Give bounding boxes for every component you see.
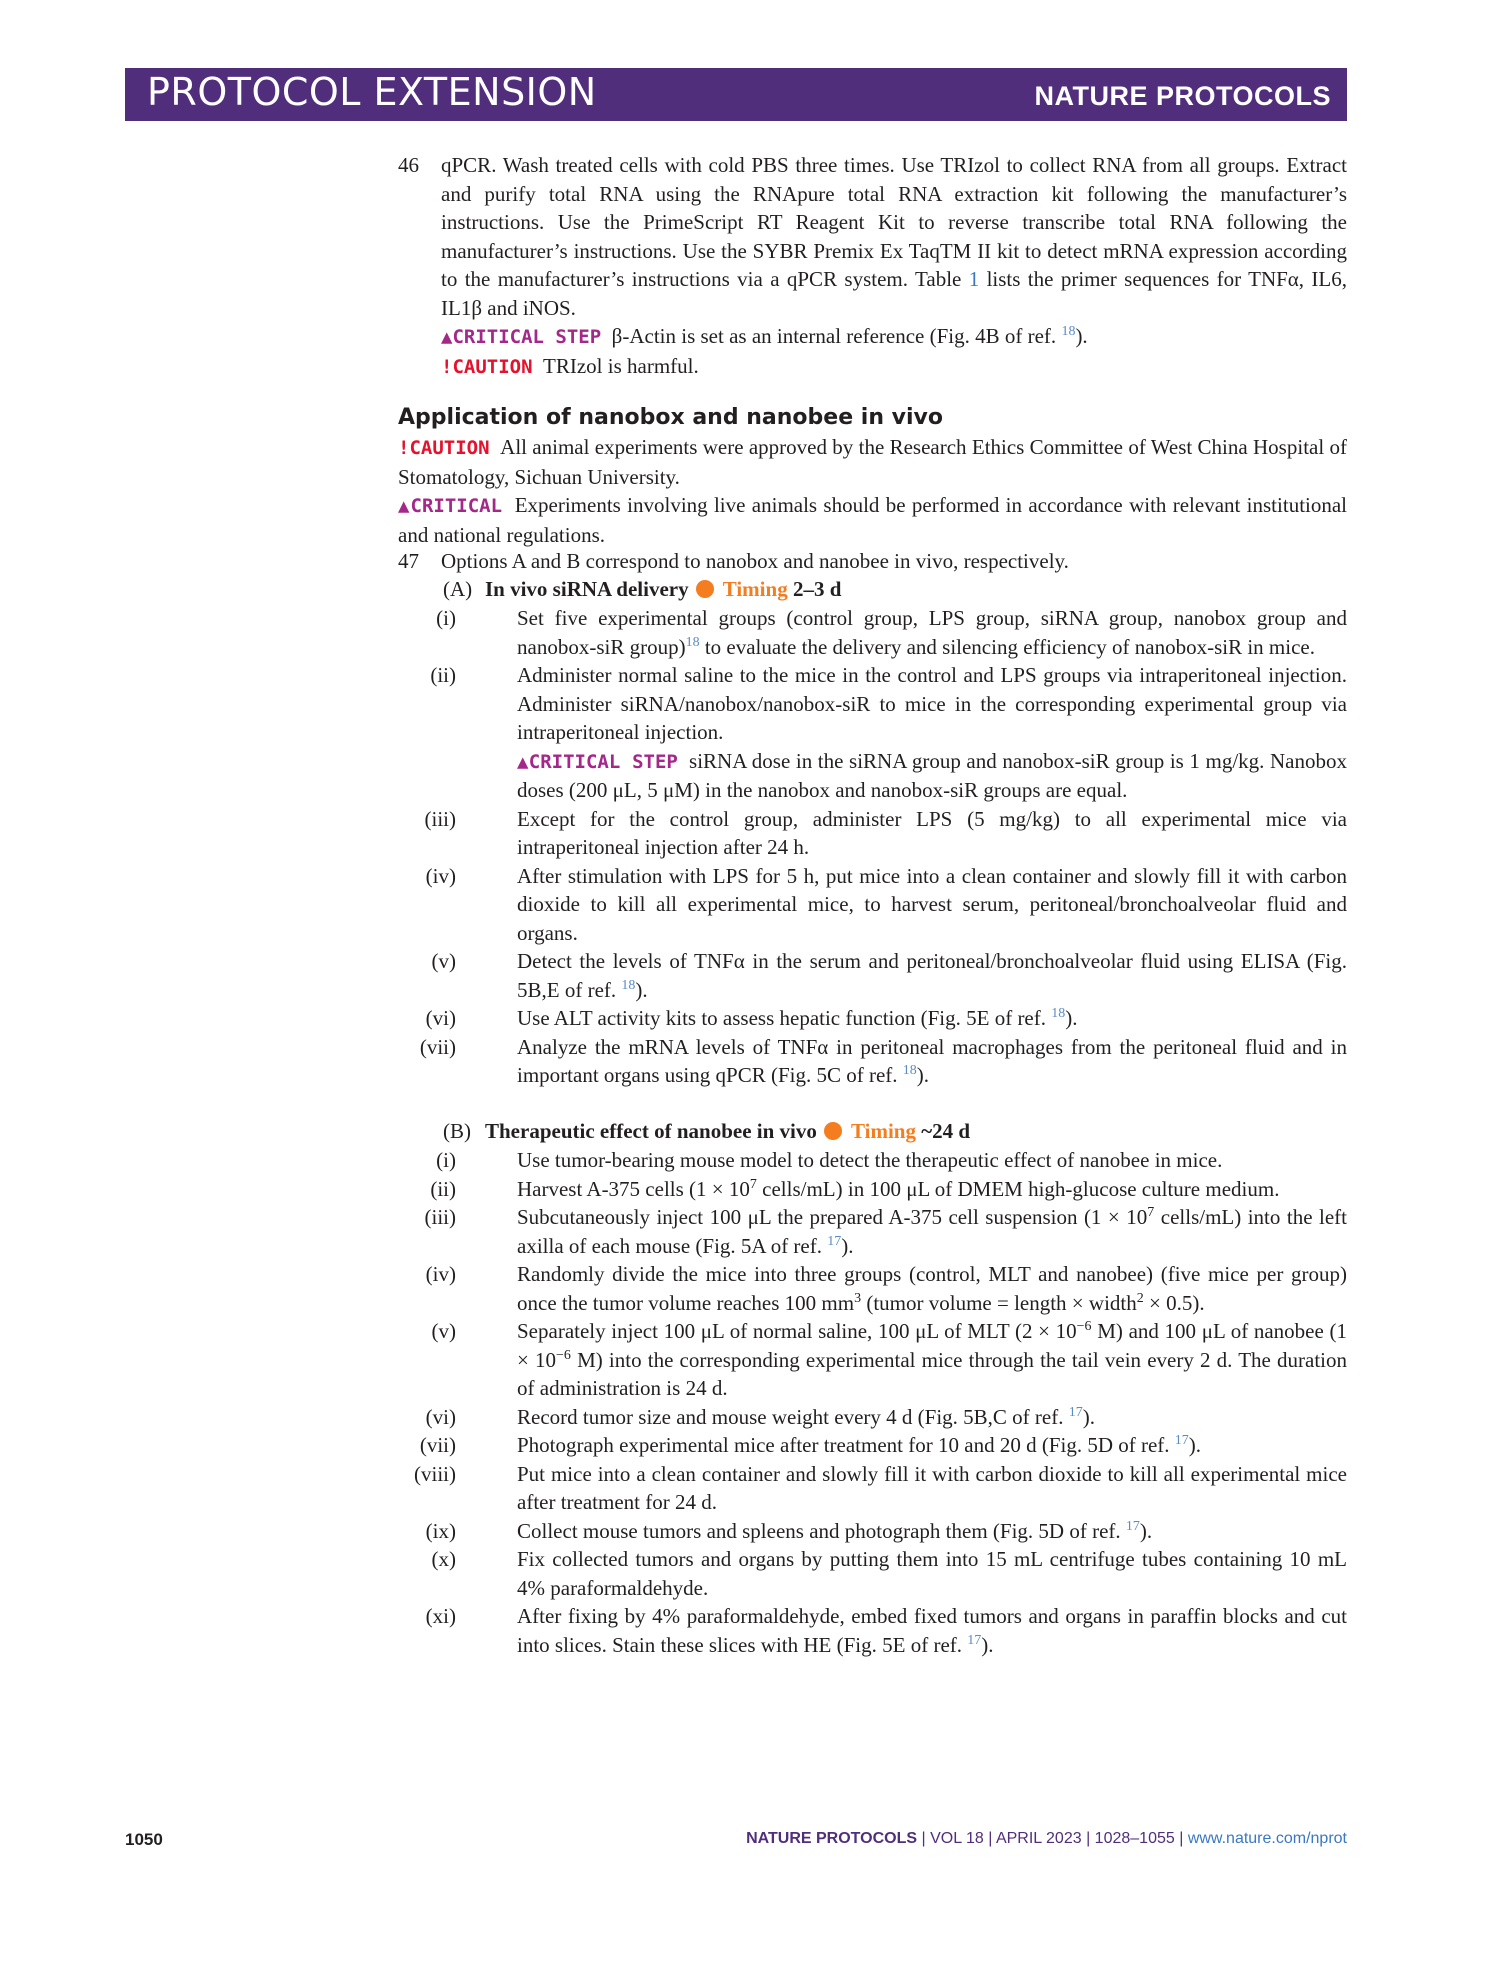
footer-url[interactable]: www.nature.com/nprot [1187, 1830, 1347, 1847]
option-title: Therapeutic effect of nanobee in vivo [485, 1119, 817, 1143]
reference-link[interactable]: 18 [685, 634, 700, 650]
critical-step-text: siRNA dose in the siRNA group and nanobox-siR group is 1 mg/kg. Nanobox doses (200 μL, 5 μM) in the nanobox and nanobox-siR groups are equal. [517, 748, 1347, 802]
list-item: (viii) Put mice into a clean container and slowly fill it with carbon dioxide to kill all experimental mice after treatment for 24 d. [414, 1461, 1347, 1514]
journal-label: NATURE PROTOCOLS [1034, 81, 1331, 111]
list-item: (i) Use tumor-bearing mouse model to detect the therapeutic effect of nanobee in mice. [436, 1148, 1223, 1172]
step-text: Options A and B correspond to nanobox and nanobee in vivo, respectively. [441, 549, 1069, 573]
option-b-header [443, 1117, 1347, 1146]
critical-step-label: ▲CRITICAL STEP [441, 326, 602, 348]
critical-step-label: ▲CRITICAL STEP [517, 750, 678, 773]
reference-link[interactable]: 17 [967, 1632, 982, 1648]
step-text-end: lists the primer sequences for TNFα, IL6, IL1β and iNOS. [441, 267, 1347, 320]
list-item: (v) Separately inject 100 μL of normal saline, 100 μL of MLT ($2 \times 10^{-6}$ M) and 100 μL of nanobee ($1 \times 10^{-6}$ M) into the corresponding experimental mice through the tail vein every 2 d. The duration of administration is 24 d. [431, 1319, 1348, 1400]
list-item: (iv) After stimulation with LPS for 5 h, put mice into a clean container and slowly fill it with carbon dioxide to kill all experimental mice, to harvest serum, peritoneal/bronchoalveolar fluid and organs. [425, 863, 1347, 945]
section-heading: Application of nanobox and nanobee in vivo [398, 405, 943, 430]
option-a-header [443, 575, 1347, 604]
step-46: 46 qPCR. Wash treated cells with cold PBS three times. Use TRIzol to collect RNA from all groups. Extract and purify total RNA using the RNApure total RNA extraction kit following the manufacturer’s instructions. Use the PrimeScript RT Reagent Kit to reverse transcribe total RNA following the manufacturer’s instructions. Use the SYBR Premix Ex TaqTM II kit to detect mRNA expression according to the manufacturer’s instructions via a qPCR system. Table 1 lists the primer sequences for TNFα, IL6, IL1β and iNOS. ▲CRITICAL STEP β-Actin is set as an internal reference (Fig. 4B of ref. $^{18}$). !CAUTION TRIzol is harmful. [398, 153, 1347, 378]
critical-step-text: β-Actin is set as an internal reference (Fig. 4B of ref. [611, 324, 1062, 348]
footer-date: APRIL 2023 [995, 1830, 1082, 1847]
timing-icon [696, 580, 714, 598]
reference-link[interactable]: 18 [621, 977, 636, 993]
caution-label: !CAUTION [441, 355, 533, 378]
list-item: (v) Detect the levels of TNFα in the serum and peritoneal/bronchoalveolar fluid using ELISA (Fig. 5B,E of ref. $^{18}$). [431, 949, 1347, 1002]
reference-link[interactable]: 18 [1051, 1006, 1066, 1021]
timing-label: Timing [851, 1119, 916, 1143]
list-item: (ii) Administer normal saline to the mice in the control and LPS groups via intraperitoneal injection. Administer siRNA/nanobox/nanobox-siR to mice in the corresponding experimental group via intraperitoneal injection. ▲CRITICAL STEP siRNA dose in the siRNA group and nanobox-siR group is 1 mg/kg. Nanobox doses (200 μL, 5 μM) in the nanobox and nanobox-siR groups are equal. [430, 663, 1347, 802]
option-title: In vivo siRNA delivery [485, 577, 689, 601]
list-item: (vii) Photograph experimental mice after treatment for 10 and 20 d (Fig. 5D of ref. $^{17}$). [419, 1433, 1202, 1457]
step-number: 47 [398, 549, 419, 573]
section-label: PROTOCOL EXTENSION [147, 70, 597, 114]
step-text: qPCR. Wash treated cells with cold PBS three times. Use TRIzol to collect RNA from all groups. Extract and purify total RNA using the RNApure total RNA extraction kit following the manufacturer’s instructions. Use the PrimeScript RT Reagent Kit to reverse transcribe total RNA following the manufacturer’s instructions. Use the SYBR Premix Ex TaqTM II kit to detect mRNA expression according to the manufacturer’s instructions via a qPCR system. Table [441, 153, 1347, 291]
caution-text: All animal experiments were approved by the Research Ethics Committee of West China Hospital of Stomatology, Sichuan University. [398, 435, 1347, 489]
list-item: (vii) Analyze the mRNA levels of TNFα in peritoneal macrophages from the peritoneal fluid and in important organs using qPCR (Fig. 5C of ref. $^{18}$). [419, 1034, 1347, 1087]
reference-link[interactable]: 18 [902, 1063, 917, 1078]
footer-pages: 1028–1055 [1094, 1830, 1175, 1847]
timing-value: 2–3 d [792, 577, 842, 601]
reference-link[interactable]: 17 [1125, 1518, 1140, 1534]
caution-label: !CAUTION [398, 437, 490, 459]
timing-icon [824, 1122, 842, 1140]
critical-text: Experiments involving live animals should be performed in accordance with relevant institutional and national regulations. [398, 493, 1348, 547]
option-label: (A) [443, 577, 473, 601]
option-a-items [419, 604, 1347, 1090]
caution-text: TRIzol is harmful. [543, 353, 699, 378]
table-link[interactable]: 1 [968, 267, 980, 291]
option-label: (B) [443, 1119, 471, 1143]
reference-link[interactable]: 17 [1174, 1433, 1189, 1448]
step-number: 46 [398, 153, 419, 177]
list-item: (iii) Subcutaneously inject 100 μL the prepared A-375 cell suspension ($1 \times 10^7$ cells/mL) into the left axilla of each mouse (Fig. 5A of ref. $^{17}$). [424, 1205, 1348, 1258]
footer-journal: NATURE PROTOCOLS [746, 1830, 918, 1847]
reference-link[interactable]: 18 [1061, 324, 1076, 339]
section-notes [398, 433, 1347, 549]
critical-label: ▲CRITICAL [398, 495, 503, 517]
option-b-items [414, 1146, 1348, 1659]
list-item: (vi) Record tumor size and mouse weight every 4 d (Fig. 5B,C of ref. $^{17}$). [425, 1404, 1095, 1429]
list-item: (i) Set five experimental groups (control group, LPS group, siRNA group, nanobox group and nanobox-siR group)$^{18}$ to evaluate the delivery and silencing efficiency of nanobox-siR in mice. [436, 606, 1347, 659]
page-number: 1050 [125, 1830, 163, 1849]
list-item: (xi) After fixing by 4% paraformaldehyde, embed fixed tumors and organs in paraffin blocks and cut into slices. Stain these slices with HE (Fig. 5E of ref. $^{17}$). [425, 1604, 1347, 1657]
timing-label: Timing [722, 577, 788, 601]
list-item: (x) Fix collected tumors and organs by putting them into 15 mL centrifuge tubes containing 10 mL 4% paraformaldehyde. [431, 1547, 1347, 1600]
list-item: (iii) Except for the control group, administer LPS (5 mg/kg) to all experimental mice via intraperitoneal injection after 24 h. [424, 806, 1347, 859]
reference-link[interactable]: 17 [827, 1233, 842, 1249]
list-item: (iv) Randomly divide the mice into three groups (control, MLT and nanobee) (five mice per group) once the tumor volume reaches 100 $mm^3$ (tumor volume = length × width$^2$ × 0.5). [425, 1262, 1347, 1315]
list-item: (ix) Collect mouse tumors and spleens and photograph them (Fig. 5D of ref. $^{17}$). [425, 1518, 1153, 1543]
footer-volume: VOL 18 [930, 1830, 984, 1847]
step-47 [398, 547, 1347, 576]
list-item: (ii) Harvest A-375 cells ($1 \times 10^7$ cells/mL) in 100 μL of DMEM high-glucose culture medium. [430, 1176, 1280, 1201]
reference-link[interactable]: 17 [1068, 1404, 1083, 1420]
footer-citation: NATURE PROTOCOLS | VOL 18 | APRIL 2023 | 1028–1055 | www.nature.com/nprot [746, 1830, 1347, 1847]
list-item: (vi) Use ALT activity kits to assess hepatic function (Fig. 5E of ref. $^{18}$). [425, 1006, 1078, 1030]
header-banner [125, 68, 1347, 121]
timing-value: ~24 d [921, 1119, 971, 1143]
